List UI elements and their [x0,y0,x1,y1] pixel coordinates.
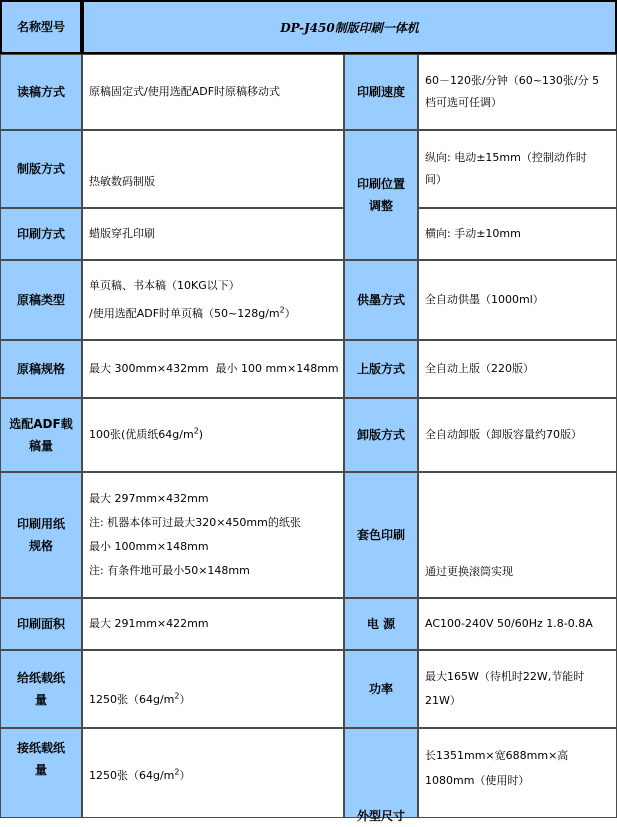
value-print-method [82,208,344,260]
row-value-line: AC100-240V 50/60Hz 1.8-0.8A [425,617,593,630]
superscript-text: 2 [174,691,180,701]
value-original-type [82,260,344,340]
row-label: 供墨方式 [356,293,405,307]
row-value-line: 最小 100mm×148mm [89,540,209,553]
row-value-line: 100张(优质纸64g/m [89,428,194,441]
row-label: 印刷位置调整 [356,177,405,213]
label-paper-size [0,472,82,598]
value-plate-method [82,130,344,208]
row-value-line: ） [179,693,191,706]
row-value-line: 注: 有条件地可最小50×148mm [89,564,250,577]
label-print-speed [344,54,418,130]
row-value-line: 最大 300mm×432mm 最小 100 mm×148mm [89,362,339,375]
label-read-method [0,54,82,130]
row-label: 电 源 [366,617,396,631]
value-read-method [82,54,344,130]
row-value-line: 1250张（64g/m [89,769,175,782]
header-label: 名称型号 [16,20,65,34]
row-value-line: 注: 机器本体可过最大320×450mm的纸张 [89,516,301,529]
superscript-text: 2 [279,305,285,315]
row-value-line: 全自动上版（220版） [425,362,534,375]
row-label: 功率 [368,682,393,696]
row-label: 套色印刷 [356,528,405,542]
row-label: 印刷速度 [356,85,405,99]
value-wattage [418,650,617,728]
row-value-line: ） [284,307,296,320]
row-value-line: ） [179,769,191,782]
label-position-adjust [344,130,418,260]
row-label: 印刷方式 [16,227,65,241]
label-plate-loading [344,340,418,398]
row-value-line: 横向: 手动±10mm [425,227,521,240]
row-value-line: 最大 291mm×422mm [89,617,209,630]
row-value-line: 原稿固定式/使用选配ADF时原稿移动式 [89,85,281,98]
row-value-line: 最大 297mm×432mm [89,492,209,505]
row-label: 接纸载纸量 [16,741,65,777]
row-label: 印刷用纸规格 [16,517,65,553]
label-color-printing [344,472,418,598]
row-value-line: 热敏数码制版 [89,175,155,188]
label-plate-unloading [344,398,418,472]
row-value-line: 通过更换滚筒实现 [425,565,513,578]
row-value-line: 最大165W（待机时22W,节能时 [425,670,585,683]
row-label: 给纸载纸量 [16,671,65,707]
superscript-text: 2 [193,426,199,436]
value-color-printing [418,472,617,598]
row-label: 上版方式 [356,362,405,376]
row-value-line: 档可选可任调） [425,96,502,109]
value-ink-supply [418,260,617,340]
row-value-line: 单页稿、书本稿（10KG以下） [89,279,240,292]
row-value-line: /使用选配ADF时单页稿（50~128g/m [89,307,280,320]
row-label: 卸版方式 [356,428,405,442]
row-value-line: 1250张（64g/m [89,693,175,706]
row-value-line: 全自动供墨（1000ml） [425,293,544,306]
value-position-vertical [418,130,617,208]
row-value-line: 间） [425,173,447,186]
row-label: 制版方式 [16,162,65,176]
row-label: 原稿类型 [16,293,65,307]
value-paper-size [82,472,344,598]
row-label: 原稿规格 [16,362,65,376]
label-ink-supply [344,260,418,340]
row-value-line: 纵向: 电动±15mm（控制动作时 [425,151,587,164]
superscript-text: 2 [174,767,180,777]
row-value-line: 60－120张/分钟（60~130张/分 5 [425,74,600,87]
row-label: 外型尺寸 [356,809,405,823]
value-plate-loading [418,340,617,398]
label-print-area [0,598,82,650]
label-plate-method [0,130,82,208]
row-label: 选配ADF载稿量 [9,417,73,453]
value-power-supply [418,598,617,650]
value-print-speed [418,54,617,130]
model-title: DP-J450制版印刷一体机 [280,20,419,35]
value-print-area [82,598,344,650]
row-label: 印刷面积 [16,617,65,631]
label-feed-capacity [0,650,82,728]
label-power-supply [344,598,418,650]
label-wattage [344,650,418,728]
row-value-line: 全自动卸版（卸版容量约70版） [425,428,582,441]
header-model-cell [82,0,617,54]
row-value-line: 长1351mm×宽688mm×高 [425,749,569,762]
value-feed-capacity [82,650,344,728]
row-value-line: 1080mm（使用时） [425,774,530,787]
label-print-method [0,208,82,260]
value-plate-unloading [418,398,617,472]
value-position-horizontal [418,208,617,260]
row-value-line: ) [198,428,204,441]
row-value-line: 21W） [425,694,461,707]
value-original-size [82,340,344,398]
value-adf-capacity [82,398,344,472]
row-label: 读稿方式 [16,85,65,99]
row-value-line: 蜡版穿孔印刷 [89,227,155,240]
label-original-size [0,340,82,398]
header-label-cell [0,0,82,54]
label-original-type [0,260,82,340]
label-adf-capacity [0,398,82,472]
